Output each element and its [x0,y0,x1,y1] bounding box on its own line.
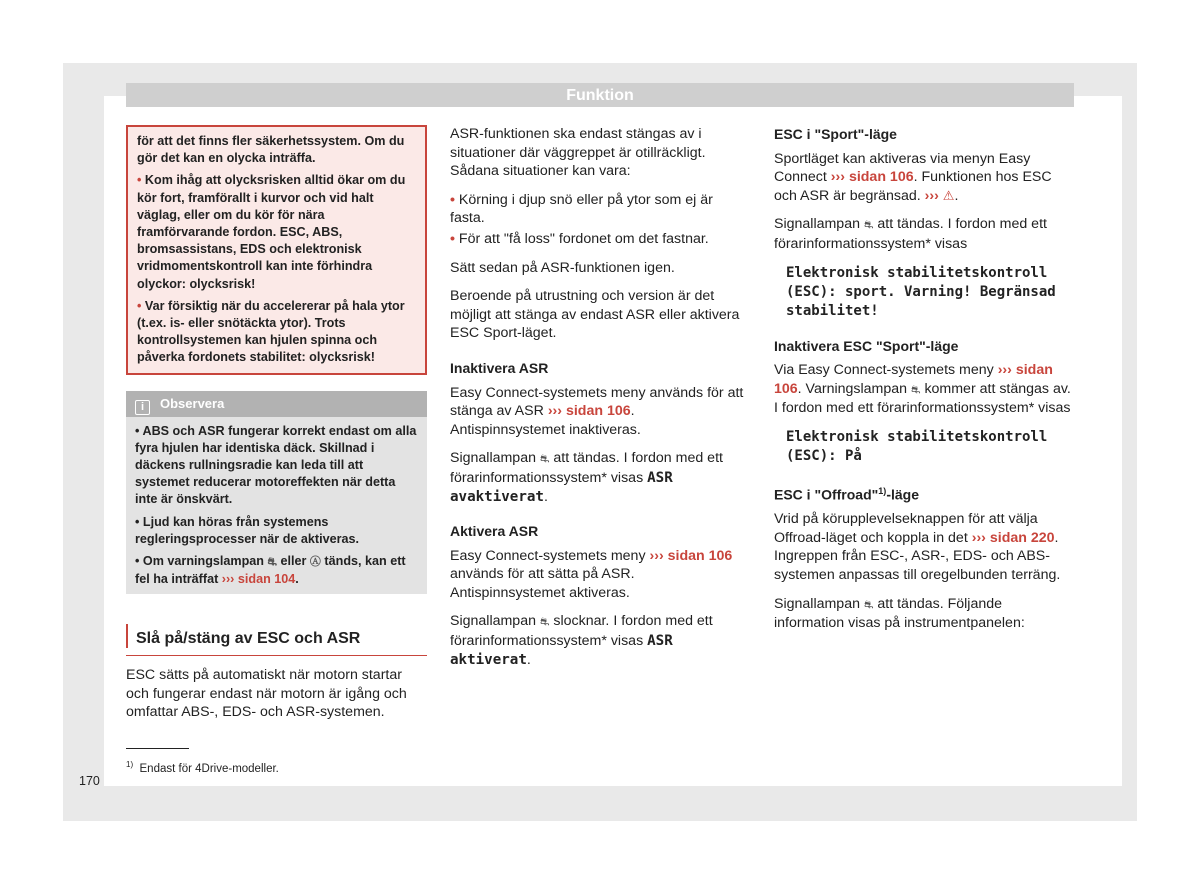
footnote-marker: 1) [878,485,887,496]
footnote-divider [126,748,189,749]
list-item: • Körning i djup snö eller på ytor som ej är fasta. [450,191,713,227]
bullet-icon: • [137,173,142,188]
subheading: ESC i "Offroad"$^{1)}$-läge [774,485,919,503]
footnote: $^{1)}$ Endast för 4Drive-modeller. [126,760,279,775]
section-title: Slå på/stäng av ESC och ASR [126,630,427,656]
note-body [126,417,427,595]
page-link[interactable]: ››› sidan 106 [774,362,1053,397]
subheading: Inaktivera ESC "Sport"-läge [774,337,959,354]
esc-warning-lamp-icon: ⛐ [267,556,277,569]
paragraph: Via Easy Connect-systemets meny ››› sidan 106. Varningslampan ⛐ kommer att stängas av. I fordon med ett förarinformationssystem* visas [774,362,1071,417]
page-link[interactable]: ››› sidan 106 [830,169,914,186]
abs-warning-lamp-icon: Ⓐ [309,556,321,569]
info-icon: i [135,400,150,415]
bullet-icon: • [137,298,142,313]
esc-warning-lamp-icon: ⛐ [863,219,874,232]
subheading: Inaktivera ASR [450,359,549,376]
esc-warning-lamp-icon: ⛐ [910,383,921,396]
warning-triangle-icon: ⚠ [942,187,955,203]
chapter-header: Funktion [126,83,1074,107]
display-text: ASR avaktiverat [450,469,673,505]
paragraph: Sportläget kan aktiveras via menyn Easy Connect ››› sidan 106. Funktionen hos ESC och ASR är begränsad. ››› ⚠. [774,150,1052,204]
display-text: ASR aktiverat [450,633,673,668]
note-box [126,391,427,595]
paragraph: Signallampan ⛐ att tändas. I fordon med ett förarinformationssystem* visas [774,216,1047,252]
note-bullet: • Ljud kan höras från systemens regleringsprocesser när de aktiveras. [135,514,360,546]
display-message: Elektronisk stabilitetskontroll (ESC): På [786,428,1048,464]
paragraph: Signallampan ⛐ att tändas. Följande information visas på instrumentpanelen: [774,595,1025,632]
paragraph: Vrid på körupplevelseknappen för att välja Offroad-läget och koppla in det ››› sidan 220. Ingreppen från ESC-, ASR-, EDS- och ABS-systemen anpassas till oregelbunden terräng. [774,511,1061,583]
subheading: ESC i "Sport"-läge [774,126,897,142]
warning-link[interactable]: ››› ⚠ [924,187,955,204]
note-bullet: • ABS och ASR fungerar korrekt endast om alla fyra hjulen har identiska däck. Skillnad i däckens rullningsradie kan leda till att systemet reducerar motoreffekten när detta inte är önskvärt. [135,423,417,507]
section-intro: ESC sätts på automatiskt när motorn startar och fungerar endast när motorn är igång och omfattar ABS-, EDS- och ASR-systemen. [126,667,407,721]
page-link[interactable]: ››› sidan 106 [547,403,631,420]
paragraph: Signallampan ⛐ slocknar. I fordon med ett förarinformationssystem* visas ASR aktiverat. [450,613,713,668]
subheading: Aktivera ASR [450,523,539,540]
bullet-list [450,191,750,249]
esc-warning-lamp-icon: ⛐ [863,598,874,611]
paragraph: Easy Connect-systemets meny används för att stänga av ASR ››› sidan 106. Antispinnsystemet inaktiveras. [450,384,744,438]
note-bullet: • Om varningslampan ⛐ eller Ⓐ tänds, kan ett fel ha inträffat ››› sidan 104. [135,554,406,587]
paragraph: Signallampan ⛐ att tändas. I fordon med ett förarinformationssystem* visas ASR avaktiverat. [450,450,723,505]
list-item: • För att "få loss" fordonet om det fastnar. [450,230,709,247]
column-right [774,125,1074,643]
warning-box [126,125,427,375]
paragraph: ASR-funktionen ska endast stängas av i situationer där väggreppet är otillräckligt. Sådana situationer kan vara: [450,126,706,180]
page-link[interactable]: ››› sidan 220 [971,529,1055,546]
page-link[interactable]: ››› sidan 104 [221,572,296,587]
esc-warning-lamp-icon: ⛐ [539,616,550,629]
warning-bullet: • Var försiktig när du accelererar på hala ytor (t.ex. is- eller snötäckta ytor). Trots kontrollsystemen kan hjulen spinna och påverka fordonets stabilitet: olycksrisk! [137,298,405,365]
note-header [126,391,427,417]
note-title: Observera [160,395,225,411]
warning-bullet: • Kom ihåg att olycksrisken alltid ökar om du kör fort, framförallt i kurvor och vid halt väglag, eller om du kör för nära framförvarande fordon. ESC, ABS, bromsassistans, EDS och elektronisk vridmomentskontroll kan inte förhindra olyckor: olycksrisk! [137,173,406,291]
column-middle [450,125,750,679]
page-link[interactable]: ››› sidan 106 [649,547,733,564]
paragraph: Easy Connect-systemets meny ››› sidan 106 används för att sätta på ASR. Antispinnsystemet aktiveras. [450,547,733,601]
display-message: Elektronisk stabilitetskontroll (ESC): sport. Varning! Begränsad stabilitet! [786,264,1056,319]
esc-warning-lamp-icon: ⛐ [539,453,550,466]
paragraph: Beroende på utrustning och version är det möjligt att stänga av endast ASR eller aktivera ESC Sport-läget. [450,288,740,342]
page-number: 170 [79,774,100,788]
paragraph: Sätt sedan på ASR-funktionen igen. [450,259,675,276]
column-left [126,125,427,732]
warning-text: för att det finns fler säkerhetssystem. Om du gör det kan en olycka inträffa. [137,134,405,166]
